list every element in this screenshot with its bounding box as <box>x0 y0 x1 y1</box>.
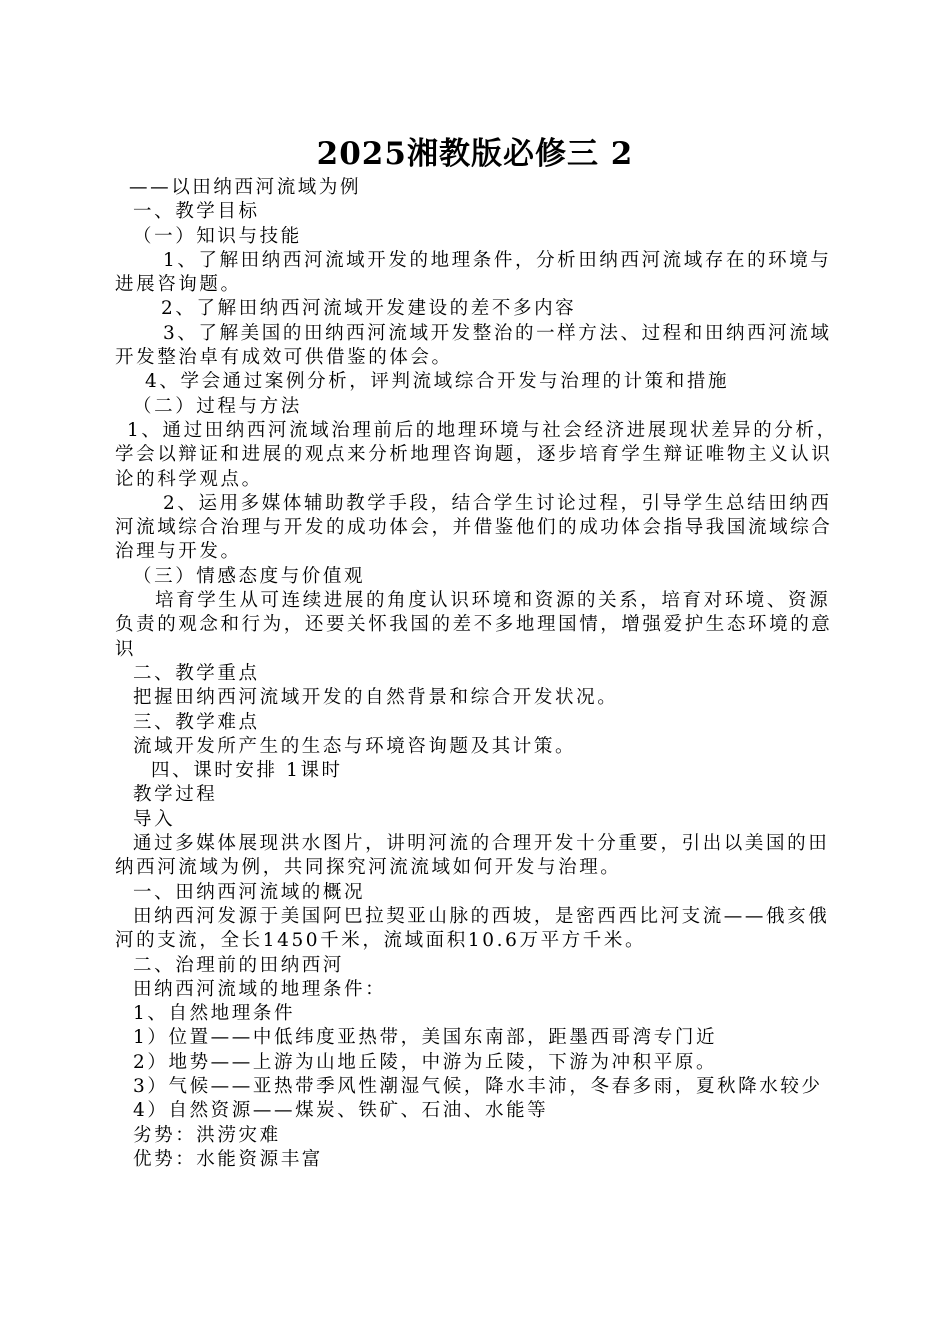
paragraph: 3、了解美国的田纳西河流域开发整治的一样方法、过程和田纳西河流域开发整治卓有成效可供借鉴的体会。 <box>115 322 832 369</box>
subsection-heading: （一）知识与技能 <box>133 225 302 247</box>
paragraph: 1、自然地理条件 <box>133 1003 296 1025</box>
subsection-heading: （二）过程与方法 <box>133 395 302 417</box>
section-heading: 一、教学目标 <box>133 201 260 223</box>
list-item: 2）地势——上游为山地丘陵，中游为丘陵，下游为冲积平原。 <box>133 1051 718 1073</box>
subsection-heading: （三）情感态度与价值观 <box>133 565 366 587</box>
paragraph: 把握田纳西河流域开发的自然背景和综合开发状况。 <box>133 687 619 709</box>
list-item: 1）位置——中低纬度亚热带，美国东南部，距墨西哥湾专门近 <box>133 1027 718 1049</box>
list-item: 3）气候——亚热带季风性潮湿气候，降水丰沛，冬春多雨，夏秋降水较少 <box>133 1075 823 1097</box>
paragraph: 田纳西河发源于美国阿巴拉契亚山脉的西坡，是密西西比河支流——俄亥俄河的支流，全长1450千米，流域面积10.6万平方千米。 <box>115 905 830 952</box>
section-heading: 二、教学重点 <box>133 662 260 684</box>
list-item: 4）自然资源——煤炭、铁矿、石油、水能等 <box>133 1100 549 1122</box>
section-heading: 教学过程 <box>133 784 218 806</box>
section-heading: 二、治理前的田纳西河 <box>133 954 345 976</box>
paragraph: 1、了解田纳西河流域开发的地理条件，分析田纳西河流域存在的环境与进展咨询题。 <box>115 249 832 296</box>
paragraph: 劣势：洪涝灾难 <box>133 1124 281 1146</box>
section-heading: 三、教学难点 <box>133 711 260 733</box>
paragraph: 优势：水能资源丰富 <box>133 1148 323 1170</box>
paragraph: 通过多媒体展现洪水图片，讲明河流的合理开发十分重要，引出以美国的田纳西河流域为例，共同探究河流流域如何开发与治理。 <box>115 833 830 879</box>
section-heading: 导入 <box>133 808 176 830</box>
paragraph: 流域开发所产生的生态与环境咨询题及其计策。 <box>133 735 577 757</box>
paragraph: 田纳西河流域的地理条件： <box>133 978 387 1000</box>
paragraph: 4、学会通过案例分析，评判流域综合开发与治理的计策和措施 <box>145 371 730 393</box>
document-body <box>115 176 840 1172</box>
section-heading: 一、田纳西河流域的概况 <box>133 881 366 903</box>
subtitle: ——以田纳西河流域为例 <box>129 177 362 198</box>
paragraph: 2、了解田纳西河流域开发建设的差不多内容 <box>161 298 577 320</box>
section-heading: 四、课时安排 1课时 <box>151 760 343 782</box>
paragraph: 培育学生从可连续进展的角度认识环境和资源的关系，培育对环境、资源负责的观念和行为，还要关怀我国的差不多地理国情，增强爱护生态环境的意识 <box>115 590 833 660</box>
paragraph: 2、运用多媒体辅助教学手段，结合学生讨论过程，引导学生总结田纳西河流域综合治理与开发的成功体会，并借鉴他们的成功体会指导我国流域综合治理与开发。 <box>115 492 833 563</box>
document-title: 2025湘教版必修三 2 <box>316 136 634 172</box>
paragraph: 1、通过田纳西河流域治理前后的地理环境与社会经济进展现状差异的分析，学会以辩证和进展的观点来分析地理咨询题，逐步培育学生辩证唯物主义认识论的科学观点。 <box>115 419 838 490</box>
